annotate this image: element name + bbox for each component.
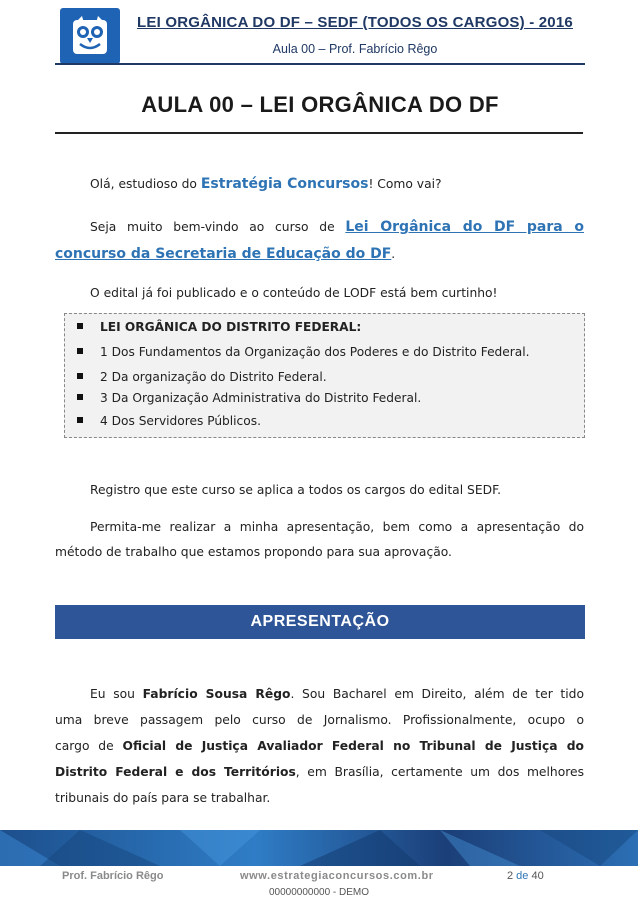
welcome-line-1 [90,213,584,241]
list-item [77,370,327,384]
footer-code: 00000000000 - DEMO [268,887,370,898]
page-separator: de [513,870,532,882]
bullet-square-icon [77,323,83,329]
footer-author: Prof. Fabrício Rêgo [62,870,164,882]
bio-text: cargo de [55,739,123,753]
section-header [55,605,585,639]
bio-bold-text: Distrito Federal e dos Territórios [55,765,296,779]
syllabus-box [64,313,585,438]
page-number [507,870,544,882]
footer-website-link[interactable]: www.estrategiaconcursos.com.br [240,870,434,882]
bio-line-4 [55,758,584,786]
bio-text: , em Brasília, certamente um dos melhores [295,765,584,779]
brand-name: Estratégia Concursos [200,176,369,192]
registro-paragraph: Registro que este curso se aplica a todos os cargos do edital SEDF. [90,483,502,497]
bullet-square-icon [77,417,83,423]
greeting-pre: Olá, estudioso do [90,177,201,191]
bio-line-1 [90,680,584,708]
page-current: 2 [507,870,514,882]
footer-band [0,830,638,866]
list-item [77,414,261,428]
welcome-pre: Seja muito bem-vindo ao curso de [90,220,346,234]
welcome-post: . [391,247,396,261]
greeting-post: ! Como vai? [368,177,442,191]
bio-text: Eu sou [90,687,143,701]
permita-line-2: método de trabalho que estamos propondo para sua aprovação. [55,545,452,559]
list-item [77,391,421,405]
list-item-text: 1 Dos Fundamentos da Organização dos Poderes e do Distrito Federal. [100,345,530,359]
bullet-square-icon [77,373,83,379]
bio-line-2: uma breve passagem pelo curso de Jornalismo. Profissionalmente, ocupo o [55,713,584,727]
bio-bold-text: Oficial de Justiça Avaliador Federal no Tribunal de Justiça do [122,739,584,753]
bio-line-5: tribunais do país para se trabalhar. [55,791,271,805]
section-title: APRESENTAÇÃO [250,613,390,630]
welcome-line-2 [55,240,395,268]
bio-line-3 [55,732,584,760]
document-title: AULA 00 – LEI ORGÂNICA DO DF [141,92,499,117]
list-item [77,320,361,334]
list-item-text: LEI ORGÂNICA DO DISTRITO FEDERAL: [100,320,362,334]
bullet-square-icon [77,394,83,400]
page-total: 40 [531,870,544,882]
edital-paragraph: O edital já foi publicado e o conteúdo de LODF está bem curtinho! [90,286,498,300]
title-rule [55,132,583,134]
greeting-paragraph [90,170,442,198]
owl-logo-graphic [72,14,108,58]
list-item-text: 2 Da organização do Distrito Federal. [100,370,327,384]
owl-logo-icon [60,8,120,64]
footer-pattern [0,830,638,866]
bio-text: . Sou Bacharel em Direito, além de ter tido [290,687,584,701]
bullet-square-icon [77,348,83,354]
permita-line-1: Permita-me realizar a minha apresentação, bem como a apresentação do [90,520,584,534]
header-divider [55,63,585,65]
author-name: Fabrício Sousa Rêgo [142,687,291,701]
header-title: LEI ORGÂNICA DO DF – SEDF (TODOS OS CARGOS) - 2016 [137,14,573,31]
course-link-part-1[interactable]: Lei Orgânica do DF para o [345,219,584,235]
list-item-text: 4 Dos Servidores Públicos. [100,414,261,428]
header-subtitle: Aula 00 – Prof. Fabrício Rêgo [272,42,438,56]
list-item [77,345,530,359]
course-link-part-2[interactable]: concurso da Secretaria de Educação do DF [55,246,392,262]
list-item-text: 3 Da Organização Administrativa do Distrito Federal. [100,391,422,405]
